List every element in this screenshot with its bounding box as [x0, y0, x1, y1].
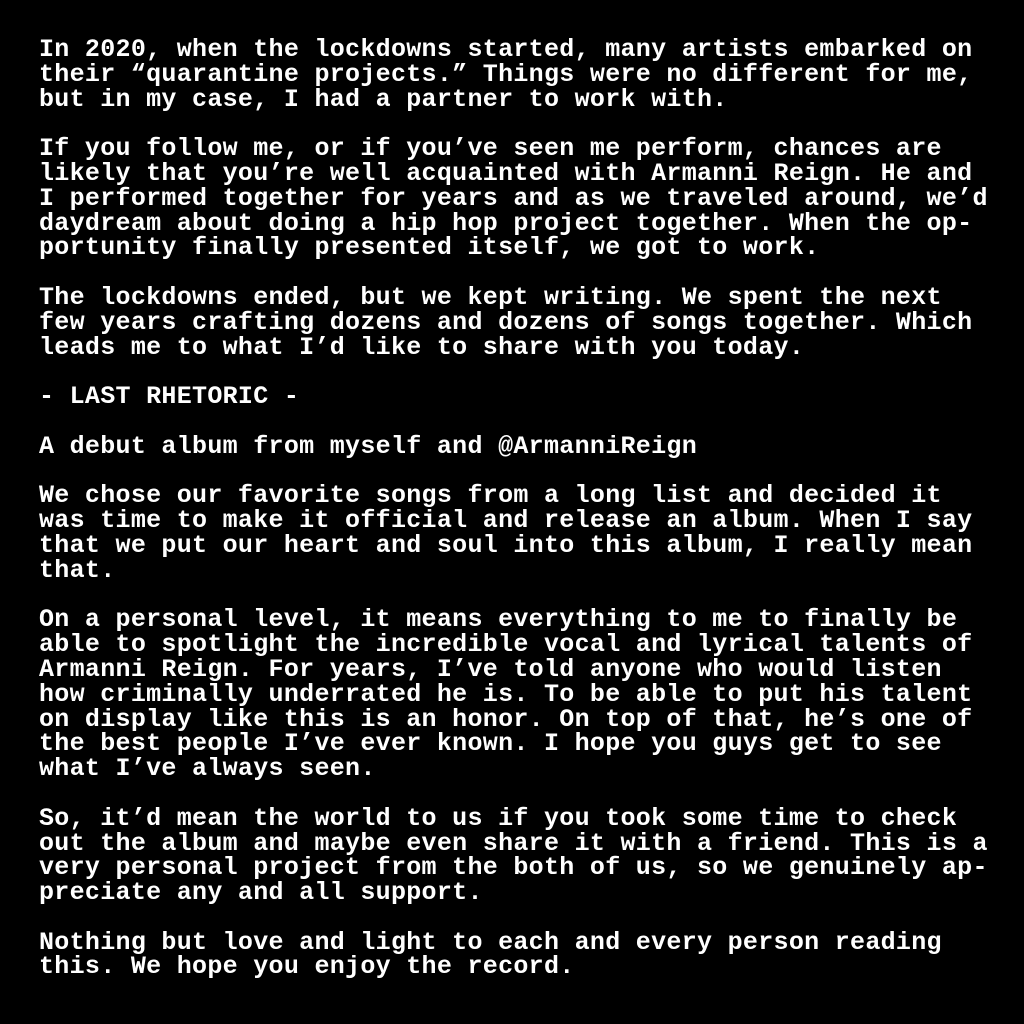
text-line: this. We hope you enjoy the record. — [39, 952, 575, 982]
paragraph-call-to-action — [39, 803, 999, 908]
text-line: likely that you’re well acquainted with Armanni Reign. He and — [39, 158, 973, 188]
text-line: Armanni Reign. For years, I’ve told anyone who would listen — [39, 654, 942, 684]
text-line: preciate any and all support. — [39, 878, 483, 908]
text-line: leads me to what I’d like to share with you today. — [39, 332, 805, 362]
album-subtitle — [39, 431, 999, 461]
text-line: In 2020, when the lockdowns started, many artists embarked on — [39, 35, 973, 64]
text-line: that we put our heart and soul into this album, I really mean — [39, 530, 973, 560]
text-line: that. — [39, 555, 116, 585]
text-line: portunity finally presented itself, we got to work. — [39, 233, 820, 263]
text-line: few years crafting dozens and dozens of songs together. Which — [39, 307, 973, 337]
text-line: on display like this is an honor. On top of that, he’s one of — [39, 704, 973, 734]
paragraph-armanni-background — [39, 134, 999, 263]
text-line: We chose our favorite songs from a long list and decided it — [39, 481, 942, 511]
text-line: The lockdowns ended, but we kept writing. We spent the next — [39, 282, 942, 312]
paragraph-intro — [39, 35, 999, 114]
text-line: very personal project from the both of us, so we genuinely ap- — [39, 853, 988, 883]
paragraph-album-release — [39, 481, 999, 585]
text-line: So, it’d mean the world to us if you took some time to check — [39, 803, 958, 833]
paragraph-spacer — [39, 782, 999, 807]
text-line: but in my case, I had a partner to work with. — [39, 84, 728, 114]
text-line: the best people I’ve ever known. I hope you guys get to see — [39, 729, 942, 759]
text-line: I performed together for years and as we traveled around, we’d — [39, 183, 988, 213]
text-line: - LAST RHETORIC - — [39, 382, 300, 412]
paragraph-personal-level — [39, 605, 999, 784]
text-line: Nothing but love and light to each and every person reading — [39, 927, 942, 957]
text-line: was time to make it official and release an album. When I say — [39, 506, 973, 536]
announcement-text-page — [39, 35, 999, 982]
paragraph-closing — [39, 927, 999, 982]
paragraph-kept-writing — [39, 282, 999, 362]
paragraph-spacer — [39, 906, 999, 931]
text-line: how criminally underrated he is. To be able to put his talent — [39, 679, 973, 709]
text-line: If you follow me, or if you’ve seen me perform, chances are — [39, 134, 942, 164]
text-line: what I’ve always seen. — [39, 754, 376, 784]
album-title — [39, 382, 999, 412]
text-line: their “quarantine projects.” Things were no different for me, — [39, 59, 973, 89]
text-line: out the album and maybe even share it with a friend. This is a — [39, 828, 988, 858]
text-line: A debut album from myself and @ArmanniReign — [39, 431, 698, 461]
text-line: daydream about doing a hip hop project together. When the op- — [39, 208, 973, 238]
text-line: able to spotlight the incredible vocal and lyrical talents of — [39, 630, 973, 660]
text-line: On a personal level, it means everything to me to finally be — [39, 605, 958, 635]
